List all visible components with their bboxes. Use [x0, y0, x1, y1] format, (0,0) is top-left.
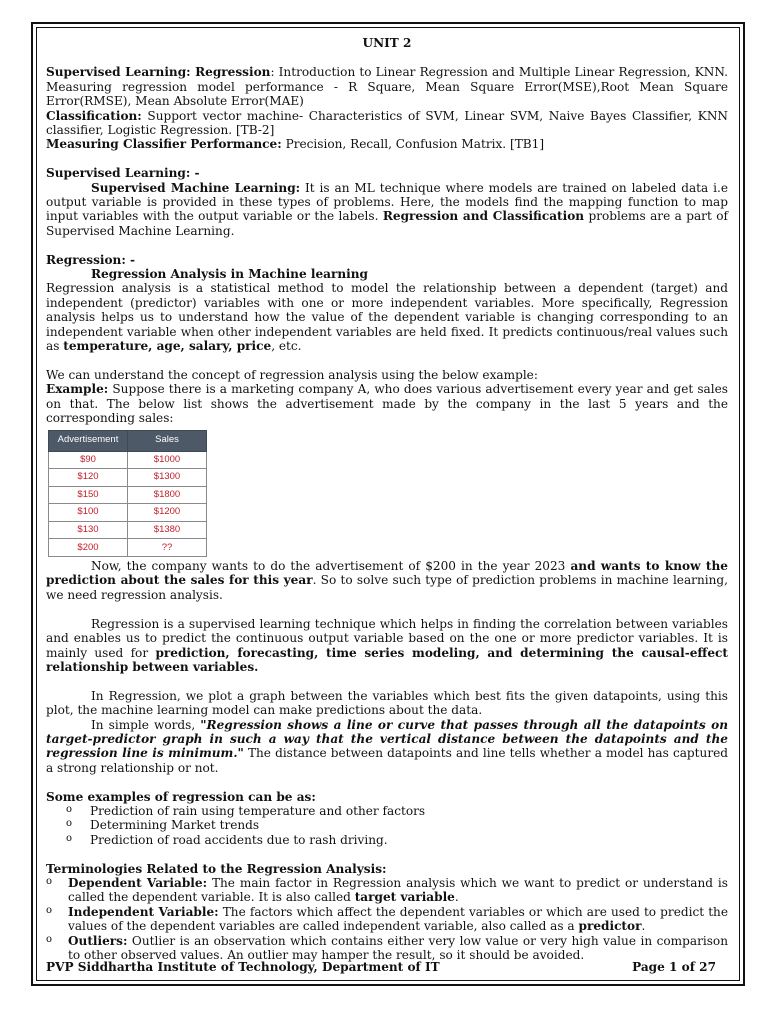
- section-heading-supervised: Supervised Learning: -: [46, 166, 200, 181]
- table-cell-advertisement: $150: [49, 486, 128, 504]
- table-cell-sales: $1380: [128, 521, 207, 539]
- table-header-row: [49, 430, 207, 451]
- table-cell-sales: ??: [128, 539, 207, 557]
- table-header-sales: Sales: [128, 430, 207, 451]
- document-body: [46, 36, 728, 962]
- regression-plot-paragraph: In Regression, we plot a graph between the variables which best fits the given datapoints, using this plot, the machine learning model can make predictions about the data.: [46, 688, 728, 718]
- supervised-paragraph: Supervised Machine Learning: It is an ML technique where models are trained on labeled data i.e output variable is provided in these types of problems. Here, the models find the mapping function to map input variables with the output variable or the labels. Regression and Classification problems are a part of Supervised Machine Learning.: [46, 180, 728, 238]
- table-row: [49, 539, 207, 557]
- example-intro: We can understand the concept of regression analysis using the below example:: [46, 367, 538, 382]
- table-cell-advertisement: $130: [49, 521, 128, 539]
- table-row: [49, 469, 207, 487]
- table-cell-sales: $1800: [128, 486, 207, 504]
- table-cell-advertisement: $200: [49, 539, 128, 557]
- unit-title: UNIT 2: [362, 36, 412, 50]
- term-outliers: o Outliers: Outlier is an observation which contains either very low value or very high value in comparison to other observed values. An outlier may hamper the result, so it should be avoided.: [46, 934, 728, 963]
- simple-words-paragraph: In simple words, "Regression shows a line or curve that passes through all the datapoints on target-predictor graph in such a way that the vertical distance between the datapoints and the regression line is minimum." The distance between datapoints and line tells whether a model has captured a strong relationship or not.: [46, 717, 728, 775]
- advertisement-sales-table: [48, 430, 207, 558]
- footer-institute: PVP Siddhartha Institute of Technology, Department of IT: [46, 960, 440, 974]
- example-paragraph: Example: Suppose there is a marketing company A, who does various advertisement every year and get sales on that. The below list shows the advertisement made by the company in the last 5 years and the corresponding sales:: [46, 382, 728, 426]
- list-item: o Prediction of rain using temperature and other factors: [64, 804, 728, 818]
- footer-page-number: Page 1 of 27: [632, 960, 716, 974]
- table-cell-advertisement: $90: [49, 451, 128, 469]
- list-item: o Determining Market trends: [64, 818, 728, 832]
- table-row: [49, 521, 207, 539]
- term-independent-variable: o Independent Variable: The factors which affect the dependent variables or which are used to predict the values of the dependent variables are called independent variable, also called as a predictor.: [46, 905, 728, 934]
- term-dependent-variable: o Dependent Variable: The main factor in Regression analysis which we want to predict or understand is called the dependent variable. It is also called target variable.: [46, 876, 728, 905]
- regression-paragraph: Regression analysis is a statistical method to model the relationship between a dependent (target) and independent (predictor) variables with one or more independent variables. More specifically, Regression analysis helps us to understand how the value of the dependent variable is changing corresponding to an independent variable when other independent variables are held fixed. It predicts continuous/real values such as temperature, age, salary, price, etc.: [46, 281, 728, 354]
- table-cell-sales: $1200: [128, 504, 207, 522]
- regression-definition-paragraph: Regression is a supervised learning technique which helps in finding the correlation between variables and enables us to predict the continuous output variable based on the one or more predictor variables. It is mainly used for prediction, forecasting, time series modeling, and determining the causal-effect relationship between variables.: [46, 616, 728, 674]
- examples-heading: Some examples of regression can be as:: [46, 789, 316, 804]
- table-row: [49, 486, 207, 504]
- subheading-regression-analysis: Regression Analysis in Machine learning: [91, 267, 369, 282]
- table-cell-advertisement: $120: [49, 469, 128, 487]
- terminologies-heading: Terminologies Related to the Regression Analysis:: [46, 861, 387, 876]
- table-header-advertisement: Advertisement: [49, 430, 128, 451]
- syllabus-performance: Measuring Classifier Performance: Precision, Recall, Confusion Matrix. [TB1]: [46, 137, 545, 152]
- list-item: o Prediction of road accidents due to rash driving.: [64, 833, 728, 847]
- examples-list: [46, 804, 728, 847]
- prediction-paragraph: Now, the company wants to do the advertisement of $200 in the year 2023 and wants to know the prediction about the sales for this year. So to solve such type of prediction problems in machine learning, we need regression analysis.: [46, 559, 728, 602]
- table-cell-advertisement: $100: [49, 504, 128, 522]
- terminologies-list: [46, 876, 728, 962]
- table-row: [49, 504, 207, 522]
- syllabus-regression: Supervised Learning: Regression: Introduction to Linear Regression and Multiple Linear Regression, KNN. Measuring regression model performance - R Square, Mean Square Error(MSE),Root Mean Square Error(RMSE), Mean Absolute Error(MAE): [46, 65, 728, 109]
- table-cell-sales: $1000: [128, 451, 207, 469]
- section-heading-regression: Regression: -: [46, 252, 136, 267]
- syllabus-classification: Classification: Support vector machine- Characteristics of SVM, Linear SVM, Naive Bayes Classifier, KNN classifier, Logistic Regression. [TB-2]: [46, 108, 728, 138]
- table-cell-sales: $1300: [128, 469, 207, 487]
- table-row: [49, 451, 207, 469]
